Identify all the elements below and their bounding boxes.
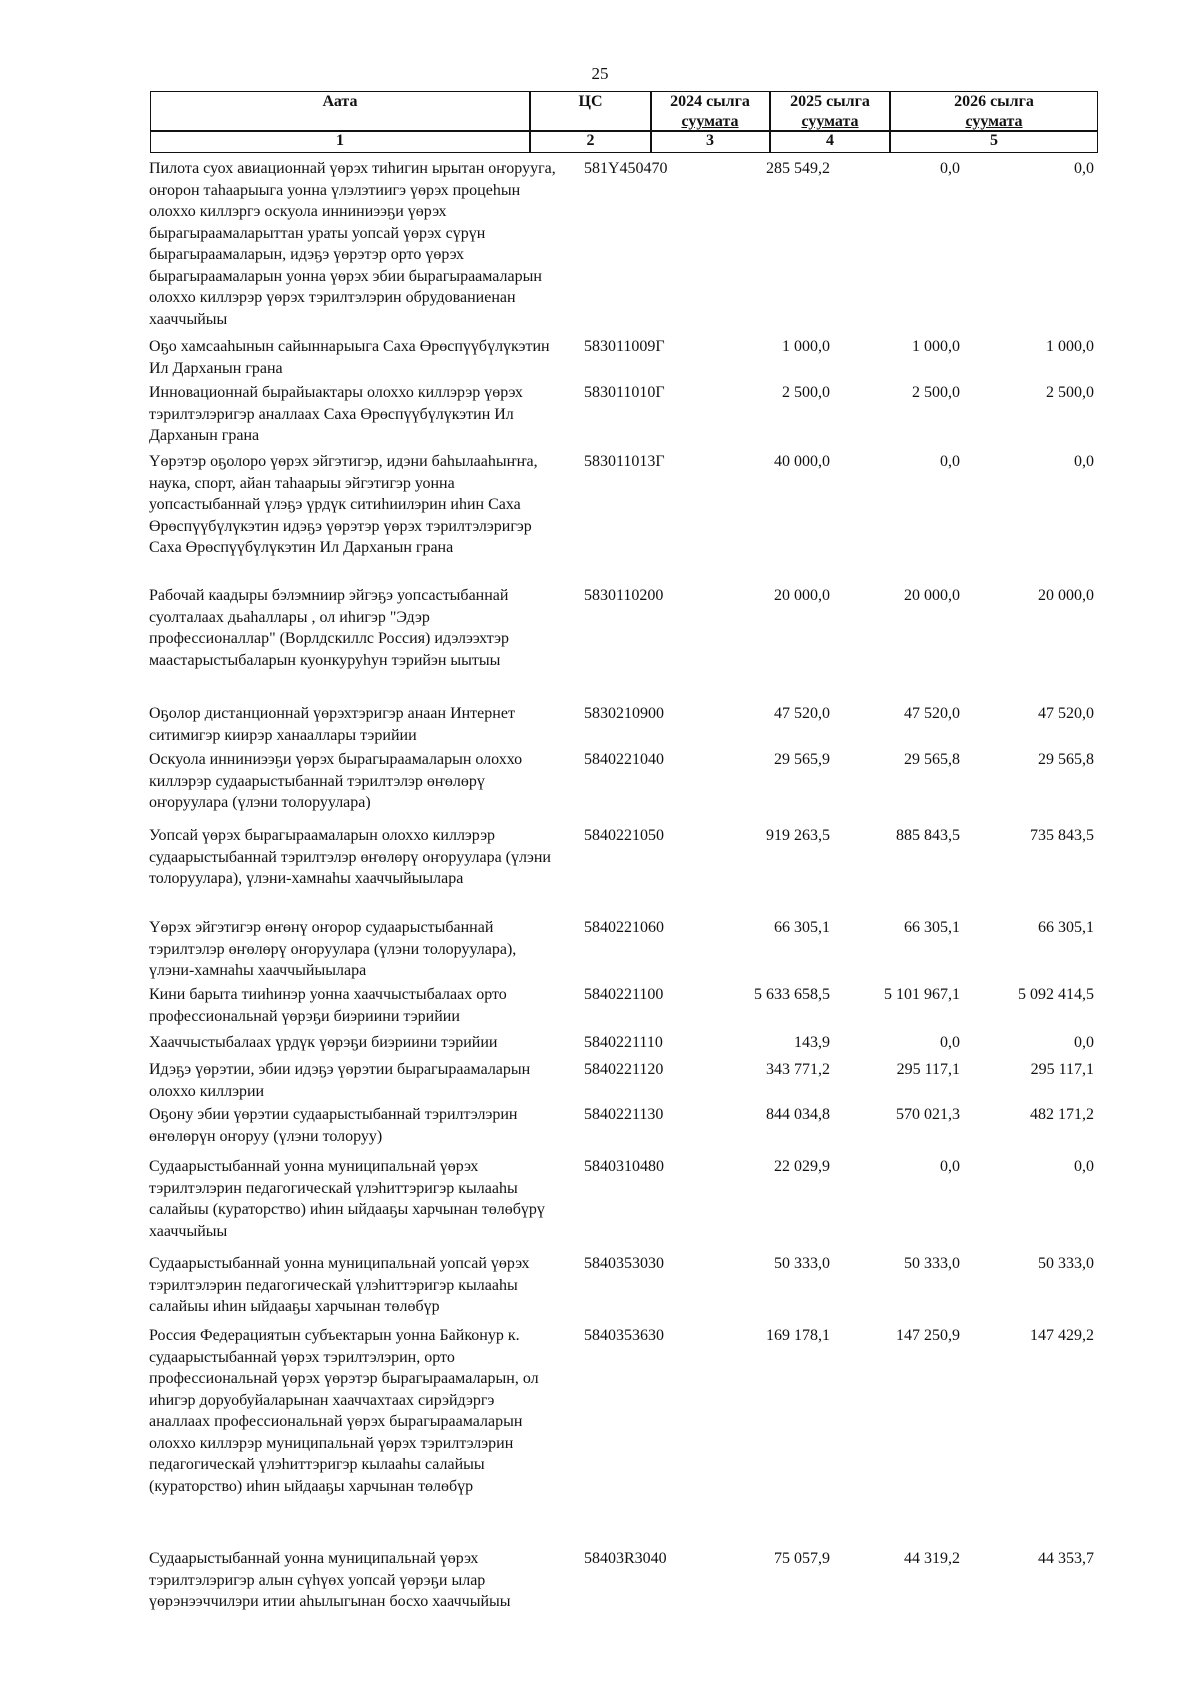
row-2026: 0,0 [1074,1158,1094,1175]
row-2024: 143,9 [794,1034,830,1051]
row-name: Уопсай үөрэх бырагыраамаларын олоххо киллэрэр судаарыстыбаннай тэрилтэлэр өҥөлөрү оҥоруулара (үлэни толоруулара), үлэни-хамнаһы хааччыйыылара [149,827,551,887]
row-name: Инновационнай бырайыактары олоххо киллэрэр үөрэх тэрилтэлэригэр аналлаах Саха Өрөспүүбүлүкэтин Ил Дарханын грана [149,384,523,444]
row-2026: 29 565,8 [1038,751,1094,768]
row-code: 5840221120 [584,1061,664,1078]
row-code: 5840221100 [584,986,664,1003]
row-2026: 482 171,2 [1030,1106,1094,1123]
row-2025: 5 101 967,1 [884,986,960,1003]
row-code: 5840221110 [584,1034,663,1051]
row-2025: 885 843,5 [896,827,960,844]
row-name: Рабочай каадыры бэлэмниир эйгэҕэ уопсастыбаннай суолталаах дьаһаллары , ол иһигэр "Эдэр профессионаллар" (Ворлдскиллс Россия) идэлээхтэр маастарыстыбаларын куонкуруһун тэрийэн ыытыы [149,587,510,669]
row-2024: 343 771,2 [766,1061,830,1078]
row-2026: 0,0 [1074,1034,1094,1051]
row-2026: 66 305,1 [1038,919,1094,936]
row-name: Оскуола инниниээҕи үөрэх бырагыраамаларын олоххо киллэрэр судаарыстыбаннай тэрилтэлэр өҥөлөрү оҥоруулара (үлэни толоруулара) [149,751,523,811]
row-code: 581Y450470 [584,160,668,177]
row-2025: 147 250,9 [896,1327,960,1344]
row-2025: 570 021,3 [896,1106,960,1123]
row-2025: 66 305,1 [904,919,960,936]
row-name: Судаарыстыбаннай уонна муниципальнай үөрэх тэрилтэлэригэр алын сүһүөх уопсай үөрэҕи ылар үөрэнээччилэри итии аһылыгынан босхо хааччыйыы [149,1550,511,1610]
row-2025: 50 333,0 [904,1255,960,1272]
row-name: Россия Федерациятын субъектарын уонна Байконур к. судаарыстыбаннай үөрэх тэрилтэлэрин, орто профессиональнай үөрэх үөрэтэр бырагыраамаларын, ол иһигэр доруобуйаларынан хааччахтаах сирэйдэргэ аналлаах профессиональнай үөрэх бырагыраамаларын олоххо киллэрэр муниципальнай үөрэх тэрилтэлэрин педагогическай үлэһиттэригэр кылааһы салайыы (кураторство) иһин ыйдааҕы харчынан төлөбүр [149,1327,539,1495]
row-2024: 66 305,1 [774,919,830,936]
header-code: ЦС [578,93,603,110]
row-name: Пилота суох авиационнай үөрэх тиһигин ырытан оҥорууга, оҥорон таһаарыыга уонна үлэлэтиигэ үөрэх процеһын олоххо киллэргэ оскуола инниниээҕи үөрэх бырагыраамаларыттан ураты уопсай үөрэх сүрүн бырагыраамаларын, идэҕэ үөрэтэр орто үөрэх бырагыраамаларын уонна үөрэх эбии бырагыраамаларын олоххо киллэрэр үөрэх тэрилтэлэрин обрудованиенан хааччыйыы [149,160,556,328]
row-2026: 1 000,0 [1046,338,1094,355]
row-2024: 919 263,5 [766,827,830,844]
row-name: Идэҕэ үөрэтии, эбии идэҕэ үөрэтии бырагыраамаларын олоххо киллэрии [149,1061,531,1100]
row-2024: 29 565,9 [774,751,830,768]
row-2025: 295 117,1 [896,1061,960,1078]
row-code: 5840221060 [584,919,664,936]
row-code: 5830110200 [584,587,664,604]
row-2026: 50 333,0 [1038,1255,1094,1272]
row-2024: 40 000,0 [774,453,830,470]
row-2026: 5 092 414,5 [1018,986,1094,1003]
row-2026: 0,0 [1074,160,1094,177]
row-code: 583011010Г [584,384,665,401]
row-code: 5840310480 [584,1158,664,1175]
row-code: 5840353030 [584,1255,664,1272]
header-num-5: 5 [990,132,998,149]
row-code: 583011013Г [584,453,665,470]
header-2024: 2024 сылга суумата [670,93,750,130]
header-num-2: 2 [586,132,595,149]
page-number: 25 [591,64,609,83]
row-2026: 735 843,5 [1030,827,1094,844]
row-2026: 20 000,0 [1038,587,1094,604]
row-2024: 20 000,0 [774,587,830,604]
header-2026: 2026 сылга суумата [954,93,1034,130]
row-2024: 75 057,9 [774,1550,830,1567]
row-name: Оҕолор дистанционнай үөрэхтэригэр анаан Интернет ситимигэр киирэр ханааллары тэрийии [149,705,515,744]
row-2024: 169 178,1 [766,1327,830,1344]
row-name: Хааччыстыбалаах үрдүк үөрэҕи биэриини тэрийии [149,1034,498,1051]
row-2025: 29 565,8 [904,751,960,768]
row-2025: 44 319,2 [904,1550,960,1567]
header-2025: 2025 сылга суумата [790,93,870,130]
row-2026: 2 500,0 [1046,384,1094,401]
header-num-1: 1 [336,132,344,149]
row-2024: 50 333,0 [774,1255,830,1272]
row-2025: 0,0 [940,1034,960,1051]
row-2026: 147 429,2 [1030,1327,1094,1344]
row-2024: 5 633 658,5 [754,986,830,1003]
row-name: Үөрэтэр оҕолоро үөрэх эйгэтигэр, идэни баһылааһыҥҥа, наука, спорт, айан таһаарыы эйгэтигэр уонна уопсастыбаннай үлэҕэ үрдүк ситиһиилэрин иһин Саха Өрөспүүбүлүкэтин идэҕэ үөрэтэр үөрэх тэрилтэлэригэр Саха Өрөспүүбүлүкэтин Ил Дарханын грана [149,453,538,556]
row-2024: 47 520,0 [774,705,830,722]
table-header [150,91,1098,153]
row-2025: 2 500,0 [912,384,960,401]
row-2025: 1 000,0 [912,338,960,355]
row-name: Үөрэх эйгэтигэр өҥөнү оҥорор судаарыстыбаннай тэрилтэлэр өҥөлөрү оҥоруулара (үлэни толоруулара), үлэни-хамнаһы хааччыйыылара [149,919,517,979]
row-name: Судаарыстыбаннай уонна муниципальнай үөрэх тэрилтэлэрин педагогическай үлэһиттэригэр кылааһы салайыы (кураторство) иһин ыйдааҕы харчынан төлөбүрү хааччыйыы [149,1158,545,1240]
row-2025: 20 000,0 [904,587,960,604]
row-2024: 22 029,9 [774,1158,830,1175]
row-2026: 0,0 [1074,453,1094,470]
row-2025: 0,0 [940,1158,960,1175]
row-2024: 1 000,0 [782,338,830,355]
row-code: 583011009Г [584,338,665,355]
row-2026: 44 353,7 [1038,1550,1094,1567]
header-num-3: 3 [706,132,714,149]
row-name: Оҕо хамсааһынын сайыннарыыга Саха Өрөспүүбүлүкэтин Ил Дарханын грана [149,338,550,377]
row-code: 58403R3040 [584,1550,667,1567]
row-code: 5830210900 [584,705,664,722]
header-num-4: 4 [826,132,834,149]
row-2025: 0,0 [940,453,960,470]
row-2025: 47 520,0 [904,705,960,722]
row-name: Оҕону эбии үөрэтии судаарыстыбаннай тэрилтэлэрин өҥөлөрүн оҥоруу (үлэни толоруу) [149,1106,518,1145]
row-name: Судаарыстыбаннай уонна муниципальнай уопсай үөрэх тэрилтэлэрин педагогическай үлэһиттэригэр кылааһы салайыы иһин ыйдааҕы харчынан төлөбүр [149,1255,530,1315]
row-2024: 844 034,8 [766,1106,830,1123]
row-2026: 295 117,1 [1030,1061,1094,1078]
row-code: 5840221130 [584,1106,664,1123]
row-code: 5840221040 [584,751,664,768]
row-2024: 285 549,2 [766,160,830,177]
row-code: 5840353630 [584,1327,664,1344]
row-name: Кини барыта тииһинэр уонна хааччыстыбалаах орто профессиональнай үөрэҕи биэриини тэрийии [149,986,507,1025]
row-2025: 0,0 [940,160,960,177]
row-code: 5840221050 [584,827,664,844]
row-2024: 2 500,0 [782,384,830,401]
header-name: Аата [322,93,358,110]
row-2026: 47 520,0 [1038,705,1094,722]
